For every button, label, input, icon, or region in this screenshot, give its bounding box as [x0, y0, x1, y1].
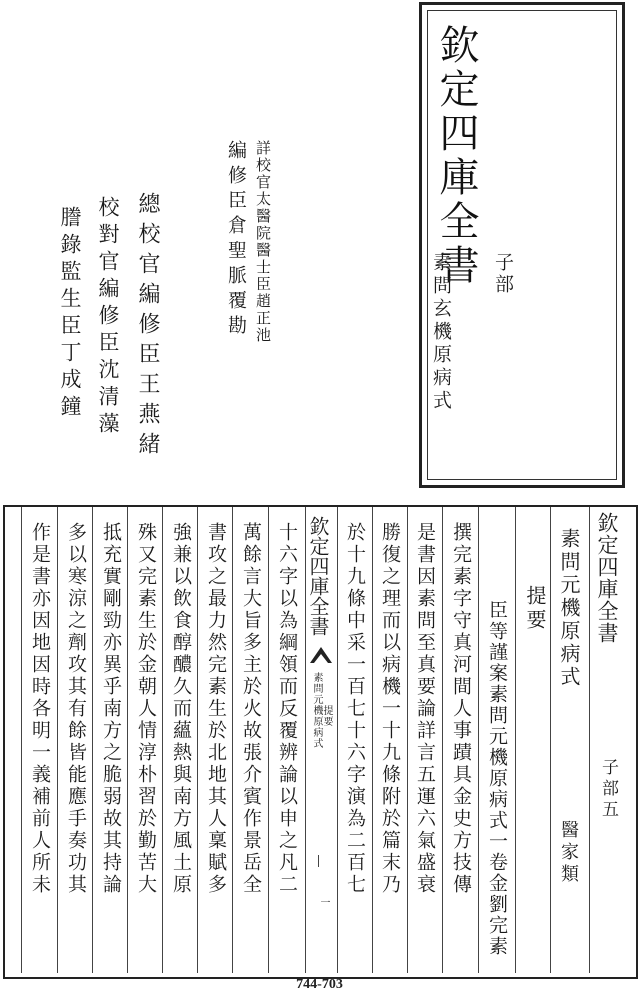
fold-title: 欽定四庫全書: [306, 516, 330, 636]
page-header-title: 欽定四庫全書: [595, 512, 619, 644]
column-rule: [372, 507, 373, 973]
credit-chief-editor: 總校官編修臣王燕緒: [135, 192, 160, 462]
column-rule: [127, 507, 128, 973]
text-column: 抵充實剛勁亦異乎南方之脆弱故其持論: [100, 522, 122, 896]
book-category: 醫家類: [558, 820, 579, 886]
column-rule: [162, 507, 163, 973]
text-column: 撰完素字守真河間人事蹟具金史方技傳: [450, 522, 472, 896]
cover-title: 欽定四庫全書: [433, 24, 479, 288]
column-rule: [21, 507, 22, 973]
column-rule: [92, 507, 93, 973]
text-column: 多以寒涼之劑攻其有餘皆能應手奏功其: [65, 522, 87, 896]
fold-book-title: 素問元機原病式: [311, 672, 322, 749]
credit-proofreader: 校對官編修臣沈清藻: [96, 196, 120, 439]
text-column: 勝復之理而以病機一十九條附於篇末乃: [379, 522, 401, 896]
column-rule: [57, 507, 58, 973]
book-title: 素問元機原病式: [557, 528, 581, 689]
column-rule: [268, 507, 269, 973]
column-rule: [232, 507, 233, 973]
text-column: 萬餘言大旨多主於火故張介賓作景岳全: [240, 522, 262, 896]
column-rule: [337, 507, 338, 973]
cover-book-title: 素問玄機原病式: [430, 252, 452, 413]
text-column: 是書因素問至真要論詳言五運六氣盛衰: [414, 522, 436, 896]
credit-copyist: 謄錄監生臣丁成鐘: [58, 206, 82, 422]
column-rule: [478, 507, 479, 973]
credit-collator: 詳校官太醫院醫士臣趙正池: [254, 140, 272, 344]
text-column: 作是書亦因地因時各明一義補前人所未: [29, 522, 51, 896]
text-column: 書攻之最力然完素生於北地其人稟賦多: [205, 522, 227, 896]
fold-label: 提要: [321, 705, 332, 727]
fish-tail-mark: [310, 645, 332, 663]
column-rule: [515, 507, 516, 973]
cover-section: 子部: [492, 252, 514, 296]
column-rule: [550, 507, 551, 973]
text-column: 十六字以為綱領而反覆辨論以申之凡二: [276, 522, 298, 896]
text-column: 殊又完素生於金朝人情淳朴習於勤苦大: [135, 522, 157, 896]
column-rule: [589, 507, 590, 973]
column-rule: [407, 507, 408, 973]
fold-divider: [318, 855, 319, 867]
fold-leaf-number: 一: [318, 897, 329, 907]
page-header-section: 子部五: [598, 758, 618, 821]
credit-reviewer: 編修臣倉聖脈覆勘: [225, 140, 247, 340]
tiyao-heading: 提要: [523, 585, 547, 633]
text-column: 於十九條中采一百七十六字演為二百七: [344, 522, 366, 896]
column-rule: [442, 507, 443, 973]
column-rule: [197, 507, 198, 973]
page-number: 744-703: [296, 977, 343, 992]
text-column: 臣等謹案素問元機原病式一卷金劉完素: [486, 600, 508, 957]
text-column: 強兼以飲食醇醲久而蘊熱與南方風土原: [170, 522, 192, 896]
